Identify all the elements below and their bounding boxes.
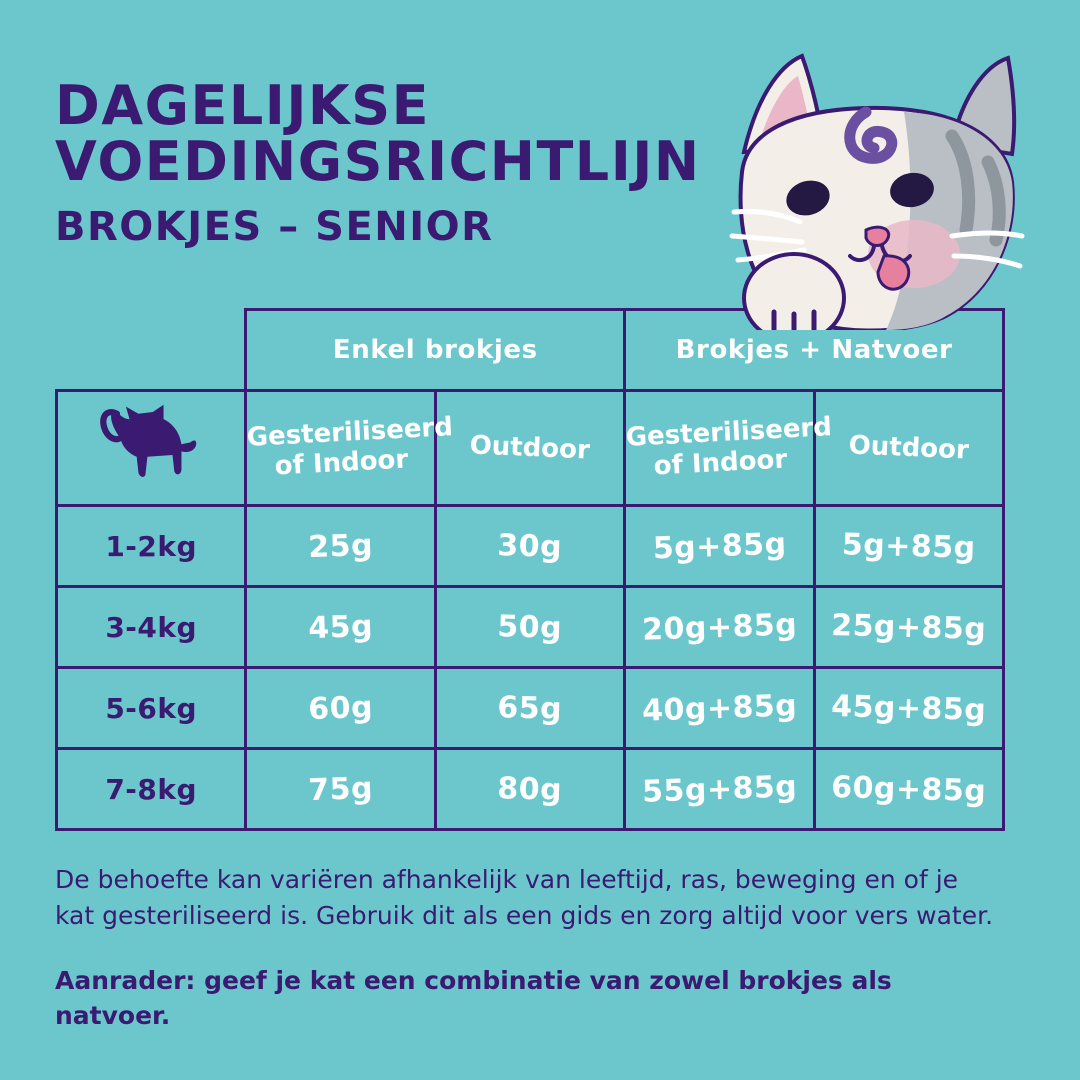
row-weight-label: 1-2kg xyxy=(57,506,246,587)
group-header-dry: Enkel brokjes xyxy=(246,310,625,391)
cell-dry-outdoor: 30g xyxy=(434,503,625,589)
corner-spacer xyxy=(57,310,246,391)
table-row xyxy=(57,587,1004,668)
group-header-dry-wet: Brokjes + Natvoer xyxy=(625,310,1004,391)
feeding-table xyxy=(55,308,1005,831)
cell-dry-outdoor: 65g xyxy=(434,665,625,751)
cat-illustration xyxy=(716,40,1046,330)
cell-mix-sterilised-indoor: 40g+85g xyxy=(623,664,815,752)
row-weight-label: 7-8kg xyxy=(57,749,246,830)
row-weight-label: 5-6kg xyxy=(57,668,246,749)
cell-mix-sterilised-indoor: 5g+85g xyxy=(623,502,815,590)
cell-mix-outdoor: 45g+85g xyxy=(813,665,1004,751)
table-sub-header-row xyxy=(57,391,1004,506)
cell-mix-outdoor: 25g+85g xyxy=(813,584,1004,670)
cell-mix-outdoor: 60g+85g xyxy=(813,746,1004,832)
note-disclaimer: De behoefte kan variëren afhankelijk van leeftijd, ras, beweging en of je kat gesteriliseerd is. Gebruik dit als een gids en zorg altijd voor vers water. xyxy=(55,865,994,930)
cell-dry-sterilised-indoor: 45g xyxy=(245,583,437,671)
table-row xyxy=(57,668,1004,749)
subheader-dry-sterilised-indoor: Gesteriliseerd of Indoor xyxy=(243,386,438,511)
cat-silhouette-icon xyxy=(57,391,246,506)
row-weight-label: 3-4kg xyxy=(57,587,246,668)
cell-dry-outdoor: 50g xyxy=(434,584,625,670)
cell-mix-sterilised-indoor: 55g+85g xyxy=(623,745,815,833)
subheader-mix-sterilised-indoor: Gesteriliseerd of Indoor xyxy=(622,386,817,511)
page-title-line1: DAGELIJKSE xyxy=(55,74,431,137)
footer-notes xyxy=(55,862,1005,1033)
subheader-dry-outdoor: Outdoor xyxy=(433,386,627,509)
note-recommendation: Aanrader: geef je kat een combinatie van zowel brokjes als natvoer. xyxy=(55,966,892,1030)
cell-dry-sterilised-indoor: 60g xyxy=(245,664,437,752)
table-row xyxy=(57,506,1004,587)
feeding-table-wrapper xyxy=(55,308,1005,831)
page-subtitle: BROKJES – SENIOR xyxy=(55,204,494,251)
cell-mix-outdoor: 5g+85g xyxy=(813,503,1004,589)
page-header xyxy=(55,74,755,251)
cell-dry-sterilised-indoor: 25g xyxy=(245,502,437,590)
cell-dry-outdoor: 80g xyxy=(434,746,625,832)
cell-dry-sterilised-indoor: 75g xyxy=(245,745,437,833)
table-row xyxy=(57,749,1004,830)
cell-mix-sterilised-indoor: 20g+85g xyxy=(623,583,815,671)
page-title-line2: VOEDINGSRICHTLIJN xyxy=(55,130,701,194)
subheader-mix-outdoor: Outdoor xyxy=(812,386,1006,509)
